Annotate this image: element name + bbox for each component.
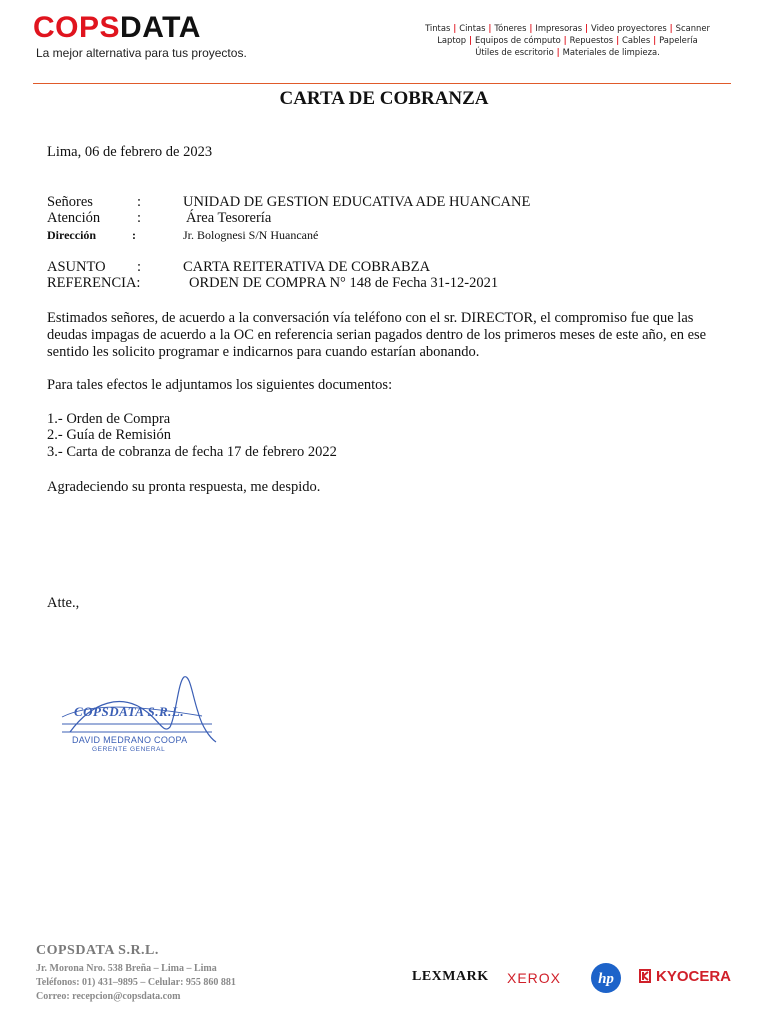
services-line-2 [395, 34, 740, 46]
service-separator: | [582, 23, 592, 33]
senores-label: Señores [47, 194, 93, 210]
stamp-company: COPSDATA S.R.L. [74, 704, 185, 719]
body-paragraph-2: Para tales efectos le adjuntamos los siguientes documentos: [47, 377, 393, 393]
lexmark-logo: LEXMARK [412, 969, 489, 984]
atencion-colon: : [137, 210, 142, 226]
hp-logo [590, 962, 622, 994]
direccion-label: Dirección [47, 228, 97, 242]
service-item: Útiles de escritorio [475, 47, 554, 57]
document-item-3: 3.- Carta de cobranza de fecha 17 de febrero 2022 [47, 444, 337, 460]
service-item: Repuestos [569, 35, 614, 45]
service-separator: | [666, 23, 676, 33]
service-item: Papelería [659, 35, 698, 45]
service-separator: | [450, 23, 460, 33]
stamp-name: DAVID MEDRANO COOPA [72, 735, 188, 745]
footer-phones: Teléfonos: 01) 431–9895 – Celular: 955 860 881 [36, 977, 236, 988]
hp-logo-text: hp [598, 971, 614, 987]
copsdata-logo [33, 12, 201, 44]
footer-company: COPSDATA S.R.L. [36, 943, 159, 958]
logo-part-data: DATA [120, 11, 201, 44]
header-divider [33, 83, 731, 84]
service-item: Video proyectores [591, 23, 667, 33]
services-list [395, 22, 740, 58]
kyocera-logo: KYOCERA [656, 968, 732, 985]
kyocera-mark-icon [637, 968, 653, 984]
service-separator: | [485, 23, 495, 33]
service-separator: | [560, 35, 570, 45]
services-line-3 [395, 46, 740, 58]
letter-title: CARTA DE COBRANZA [279, 88, 489, 109]
logo-part-cops: COPS [33, 11, 121, 44]
senores-value: UNIDAD DE GESTION EDUCATIVA ADE HUANCANE [183, 194, 531, 210]
services-line-1 [395, 22, 740, 34]
asunto-colon: : [137, 259, 142, 275]
signoff: Atte., [47, 595, 80, 611]
direccion-value: Jr. Bolognesi S/N Huancané [183, 228, 319, 242]
stamp-role: GERENTE GENERAL [92, 746, 166, 753]
service-separator: | [553, 47, 563, 57]
tagline: La mejor alternativa para tus proyectos. [36, 46, 247, 60]
asunto-label: ASUNTO [47, 259, 106, 275]
document-item-2: 2.- Guía de Remisión [47, 427, 172, 443]
senores-colon: : [137, 194, 142, 210]
xerox-logo: XEROX [507, 970, 562, 986]
service-item: Tóneres [494, 23, 527, 33]
place-date: Lima, 06 de febrero de 2023 [47, 144, 213, 160]
service-separator: | [466, 35, 475, 45]
atencion-label: Atención [47, 210, 101, 226]
service-separator: | [613, 35, 623, 45]
asunto-value: CARTA REITERATIVA DE COBRABZA [183, 259, 431, 275]
atencion-value: Área Tesorería [186, 210, 272, 226]
service-item: Scanner [675, 23, 710, 33]
service-item: Equipos de cómputo [474, 35, 561, 45]
service-item: Materiales de limpieza. [562, 47, 660, 57]
service-item: Tintas [425, 23, 451, 33]
service-item: Impresoras [535, 23, 583, 33]
referencia-value: ORDEN DE COMPRA N° 148 de Fecha 31-12-2021 [189, 275, 499, 291]
document-item-1: 1.- Orden de Compra [47, 411, 171, 427]
body-paragraph-1: Estimados señores, de acuerdo a la conversación vía teléfono con el sr. DIRECTOR, el compromiso fue que las deudas impagas de acuerdo a la OC en referencia serian pagados dentro de los primeros meses de este año, en ese sentido les solicito programar e indicarnos para cuando estarían abonando. [47, 310, 707, 360]
closing-line: Agradeciendo su pronta respuesta, me despido. [47, 479, 321, 495]
direccion-colon: : [132, 228, 136, 242]
service-separator: | [526, 23, 536, 33]
referencia-label: REFERENCIA: [47, 275, 141, 291]
signature-stamp [52, 672, 222, 762]
footer-address: Jr. Morona Nro. 538 Breña – Lima – Lima [36, 963, 217, 974]
service-separator: | [650, 35, 660, 45]
service-item: Laptop [437, 35, 467, 45]
service-item: Cables [622, 35, 651, 45]
service-item: Cintas [459, 23, 486, 33]
footer-email: Correo: recepcion@copsdata.com [36, 991, 181, 1002]
